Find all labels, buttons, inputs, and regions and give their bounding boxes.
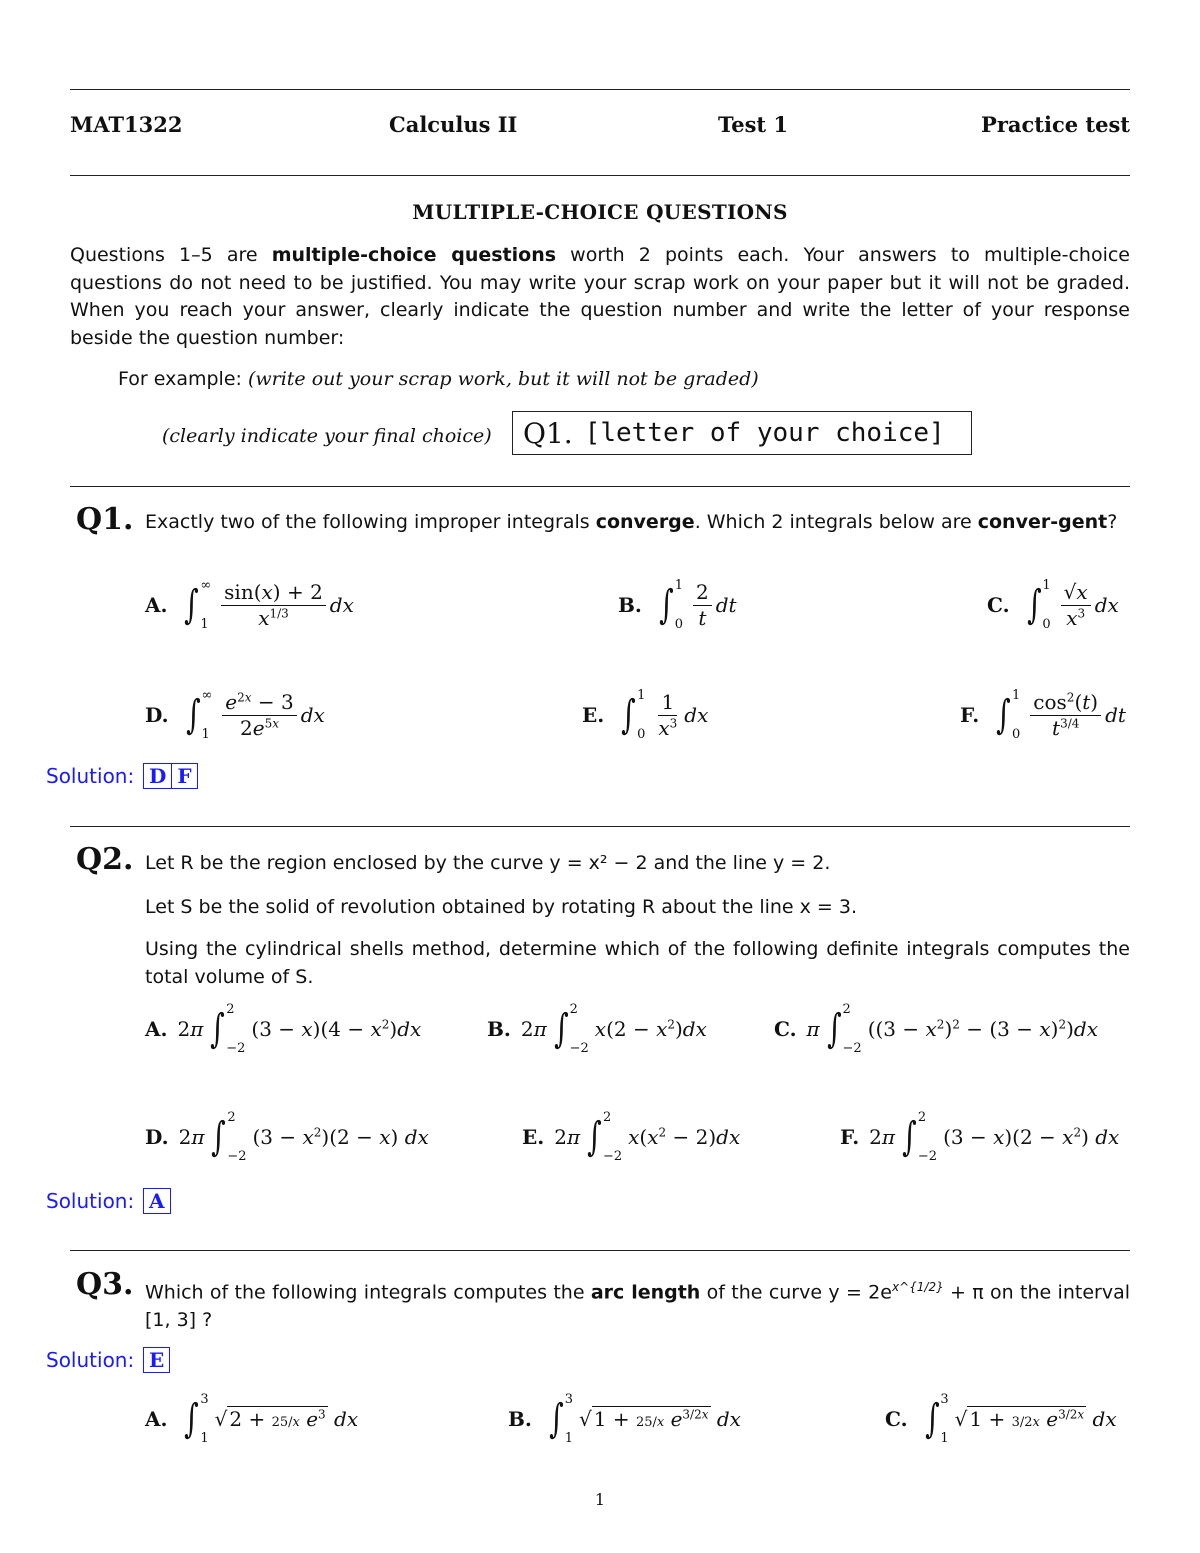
top-rule <box>70 89 1130 90</box>
q3-tag: Q3. <box>76 1267 134 1302</box>
q3-text: Which of the following integrals computes the arc length of the curve $y = 2e^{x\^{}\{1/2\}} + \pi$ on the interval [1, 3] ? <box>145 1280 1130 1331</box>
q3-solution-letter: E <box>143 1347 170 1373</box>
q1-option-a: A. ∫ ∞ 1 $\frac{\sin(x) + 2}{x^{1/3}}$ dx <box>145 578 354 632</box>
q2-line3: Using the cylindrical shells method, determine which of the following definite integrals computes the total volume of S. <box>145 938 1130 988</box>
q2-option-f: F. 2π ∫ 2 −2 $(3 - x)(2 - x^2)$ dx <box>840 1110 1120 1164</box>
q3-option-a: A. ∫ 3 1 √ 2 + 25/x $e^3$ dx <box>145 1392 359 1446</box>
q2-solution-label: Solution: <box>46 1189 135 1213</box>
section-title: MULTIPLE-CHOICE QUESTIONS <box>412 200 788 224</box>
q3-option-c: C. ∫ 3 1 √ 1 + 3/2x $e^{3/2x}$ dx <box>885 1392 1117 1446</box>
q3-option-b: B. ∫ 3 1 √ 1 + 25/x $e^{3/2x}$ dx <box>508 1392 741 1446</box>
course-code: MAT1322 <box>70 112 183 137</box>
answer-format-box: Q1. [letter of your choice] <box>512 411 972 455</box>
q2-option-a: A. 2π ∫ 2 −2 $(3 - x)(4 - x^2)dx$ <box>145 1002 422 1056</box>
q1-option-b: B. ∫ 1 0 $\frac{2}{t}$ dt <box>618 578 737 632</box>
q2-option-d: D. 2π ∫ 2 −2 $(3 - x^2)(2 - x)$ dx <box>145 1110 429 1164</box>
q2-option-e: E. 2π ∫ 2 −2 $x(x^2 - 2)dx$ <box>522 1110 741 1164</box>
rule-q1 <box>70 486 1130 487</box>
test-kind: Practice test <box>981 112 1130 137</box>
course-subject: Calculus II <box>389 112 518 137</box>
rule-q2 <box>70 826 1130 827</box>
q2-solution <box>144 1188 171 1214</box>
q1-text: Exactly two of the following improper integrals converge. Which 2 integrals below are conver-gent? <box>145 511 1118 533</box>
q1-solution-letter: D <box>143 763 172 789</box>
intro-paragraph: Questions 1–5 are multiple-choice questions worth 2 points each. Your answers to multiple-choice questions do not need to be justified. You may write your scrap work on your paper but it will not be graded. When you reach your answer, clearly indicate the question number and write the letter of your response beside the question number: <box>70 244 1130 349</box>
q1-tag: Q1. <box>76 502 134 537</box>
q2-option-b: B. 2π ∫ 2 −2 $x(2 - x^2)dx$ <box>487 1002 707 1056</box>
example-line: For example: (write out your scrap work, but it will not be graded) <box>118 368 759 390</box>
header-rule <box>70 175 1130 176</box>
rule-q3 <box>70 1250 1130 1251</box>
q2-option-c: C. π ∫ 2 −2 $((3 - x^2)^2 - (3 - x)^2)dx$ <box>774 1002 1099 1056</box>
q1-solution <box>144 763 198 789</box>
q1-option-e: E. ∫ 1 0 $\frac{1}{x^3}$ dx <box>582 688 709 742</box>
q1-option-c: C. ∫ 1 0 $\frac{√x}{x^3}$ dx <box>987 578 1119 632</box>
q1-solution-letter: F <box>171 763 197 789</box>
q2-solution-letter: A <box>143 1188 171 1214</box>
q3-solution <box>144 1347 170 1373</box>
q1-solution-label: Solution: <box>46 764 135 788</box>
q1-option-d: D. ∫ ∞ 1 $\frac{e^{2x} - 3}{2e^{5x}}$ dx <box>145 688 325 742</box>
q1-option-f: F. ∫ 1 0 $\frac{\cos^2(t)}{t^{3/4}}$ dt <box>960 688 1126 742</box>
q2-tag: Q2. <box>76 842 134 877</box>
q3-solution-label: Solution: <box>46 1348 135 1372</box>
q2-line1: Let R be the region enclosed by the curve y = x² − 2 and the line y = 2. <box>145 852 831 874</box>
final-choice-note: (clearly indicate your final choice) <box>162 425 492 447</box>
page-number: 1 <box>594 1490 606 1509</box>
q2-line2: Let S be the solid of revolution obtained by rotating R about the line x = 3. <box>145 896 858 918</box>
test-name: Test 1 <box>718 112 789 137</box>
